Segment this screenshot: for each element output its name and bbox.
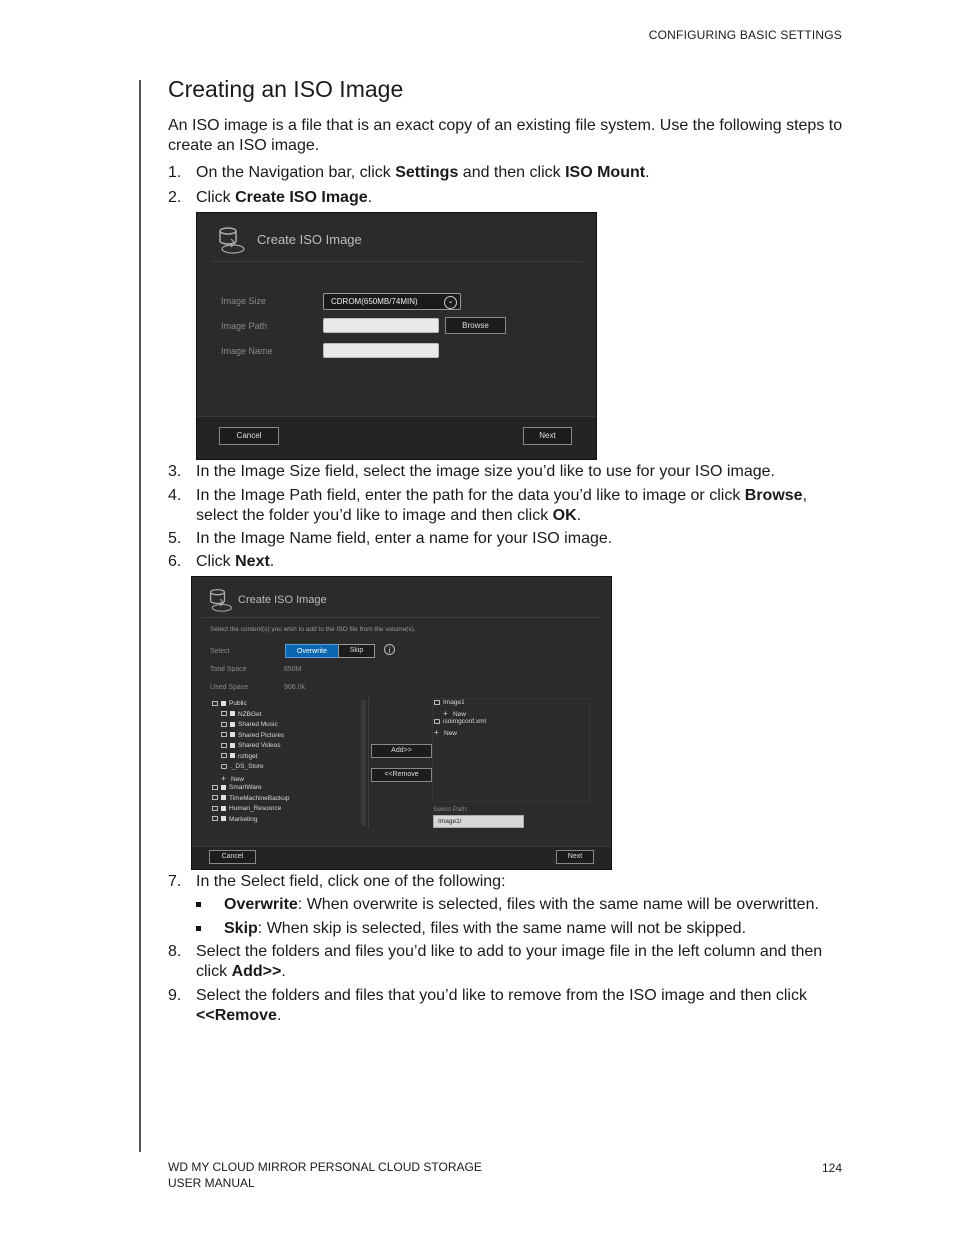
step-8: 8. Select the folders and files you’d like to add to your image file in the left column and then click Add>>.	[168, 943, 823, 980]
iso-disc-icon	[208, 587, 234, 613]
folder-icon	[212, 795, 218, 800]
tree-item[interactable]	[221, 721, 278, 728]
checkbox[interactable]	[221, 806, 226, 811]
checkbox[interactable]	[230, 732, 235, 737]
folder-icon	[221, 732, 227, 737]
tree-item[interactable]	[212, 784, 262, 791]
folder-icon	[221, 753, 227, 758]
tree-item[interactable]	[212, 795, 289, 802]
step-7: 7. In the Select field, click one of the following:	[168, 873, 506, 890]
cancel-button[interactable]: Cancel	[219, 427, 279, 445]
info-icon[interactable]: i	[384, 644, 395, 655]
skip-button[interactable]: Skip	[338, 644, 375, 658]
page-number: 124	[821, 1161, 842, 1175]
folder-icon	[221, 743, 227, 748]
next-button[interactable]: Next	[556, 850, 594, 864]
file-icon	[221, 764, 227, 769]
remove-button[interactable]: <<Remove	[371, 768, 432, 782]
tree-item[interactable]	[212, 700, 247, 707]
image-path-label: Image Path	[221, 321, 268, 331]
folder-icon	[212, 701, 218, 706]
page-footer: WD MY CLOUD MIRROR PERSONAL CLOUD STORAGE USER MANUAL	[168, 1160, 482, 1190]
checkbox[interactable]	[230, 753, 235, 758]
total-space-value: 650M	[284, 666, 302, 673]
step-1: 1. On the Navigation bar, click Settings and then click ISO Mount.	[168, 164, 650, 181]
tree-item-label: New	[453, 710, 467, 718]
tree-item-label: ._DS_Store	[230, 763, 264, 770]
tree-item[interactable]	[434, 718, 486, 725]
file-icon	[434, 719, 440, 724]
tree-item-label: Image1	[443, 699, 465, 706]
checkbox[interactable]	[221, 795, 226, 800]
tree-item-label: Shared Videos	[238, 742, 281, 749]
tree-item[interactable]	[221, 763, 264, 770]
dialog-footer	[192, 846, 611, 869]
tree-item[interactable]	[221, 732, 284, 739]
intro-paragraph: An ISO image is a file that is an exact copy of an existing file system. Use the following steps to create an ISO image.	[168, 117, 843, 154]
step-2: 2. Click Create ISO Image.	[168, 189, 373, 206]
page-title: Creating an ISO Image	[168, 76, 404, 102]
dialog-title: Create ISO Image	[257, 232, 362, 247]
folder-icon	[221, 711, 227, 716]
step-4: 4. In the Image Path field, enter the path for the data you’d like to image or click Browse, select the folder you’d like to image and then click OK.	[168, 487, 808, 524]
folder-icon	[221, 722, 227, 727]
checkbox[interactable]	[230, 743, 235, 748]
checkbox[interactable]	[230, 711, 235, 716]
plus-icon: +	[434, 727, 439, 737]
tree-item-label: TimeMachineBackup	[229, 794, 290, 802]
plus-icon: +	[443, 708, 448, 718]
tree-item[interactable]	[212, 816, 258, 823]
tree-item-label: NZBGet	[238, 710, 262, 718]
tree-item[interactable]	[221, 711, 261, 718]
image-path-input[interactable]	[323, 318, 439, 333]
tree-item[interactable]	[221, 742, 281, 749]
create-iso-select-dialog-screenshot	[191, 576, 612, 870]
step-5: 5. In the Image Name field, enter a name for your ISO image.	[168, 530, 613, 547]
tree-item-label: isoimgconf.xml	[443, 718, 486, 725]
folder-icon	[212, 785, 218, 790]
select-path-label: Select Path:	[433, 806, 469, 813]
tree-scrollbar[interactable]	[361, 700, 366, 826]
checkbox[interactable]	[230, 722, 235, 727]
tree-item[interactable]	[434, 728, 457, 737]
checkbox[interactable]	[221, 701, 226, 706]
image-size-label: Image Size	[221, 296, 267, 306]
dialog-footer	[197, 416, 596, 459]
tree-item[interactable]	[221, 753, 258, 760]
used-space-label: Used Space	[210, 684, 249, 691]
tree-item-label: Human_Resource	[229, 805, 282, 812]
tree-item-label: Shared Music	[238, 721, 278, 728]
image-name-input[interactable]	[323, 343, 439, 358]
bullet-skip: Skip: When skip is selected, files with the same name will not be skipped.	[196, 919, 856, 939]
next-button[interactable]: Next	[523, 427, 572, 445]
instruction-text: Select the content(s) you wish to add to the ISO file from the volume(s).	[210, 626, 416, 633]
iso-disc-icon	[217, 225, 247, 255]
overwrite-button[interactable]: Overwrite	[285, 644, 339, 658]
plus-icon: +	[221, 773, 226, 783]
select-path-input[interactable]: Image1/	[433, 815, 524, 828]
tree-item-label: SmartWare	[229, 784, 262, 791]
folder-icon	[434, 700, 440, 705]
used-space-value: 906.0k	[284, 684, 306, 691]
cancel-button[interactable]: Cancel	[209, 850, 256, 864]
folder-icon	[212, 806, 218, 811]
step-6: 6. Click Next.	[168, 553, 275, 570]
add-button[interactable]: Add>>	[371, 744, 432, 758]
image-size-select[interactable]: CDROM(650MB/74MIN) ⌄	[323, 293, 461, 310]
folder-icon	[212, 816, 218, 821]
tree-item[interactable]	[443, 709, 466, 718]
chevron-down-icon: ⌄	[444, 296, 457, 309]
step-3: 3. In the Image Size field, select the image size you’d like to use for your ISO image.	[168, 463, 775, 480]
margin-rule	[139, 80, 141, 1152]
bullet-overwrite: Overwrite: When overwrite is selected, files with the same name will be overwritten.	[196, 895, 856, 915]
tree-item-label: New	[231, 775, 245, 783]
tree-item-label: Shared Pictures	[238, 731, 285, 739]
checkbox[interactable]	[221, 785, 226, 790]
tree-item-label: Marketing	[229, 815, 258, 823]
tree-item-label: New	[444, 729, 458, 737]
total-space-label: Total Space	[210, 666, 247, 673]
tree-item[interactable]	[221, 774, 244, 783]
select-label: Select	[210, 648, 230, 655]
create-iso-dialog-screenshot	[196, 212, 597, 460]
tree-item[interactable]	[212, 805, 281, 812]
tree-item[interactable]	[434, 699, 465, 706]
dialog-title: Create ISO Image	[238, 594, 327, 606]
browse-button[interactable]: Browse	[445, 317, 506, 334]
step-9: 9. Select the folders and files that you’d like to remove from the ISO image and then click <<Remove.	[168, 987, 807, 1024]
tree-item-label: Public	[229, 700, 247, 707]
tree-item-label: nzbget	[238, 752, 258, 760]
running-header: CONFIGURING BASIC SETTINGS	[648, 28, 842, 42]
checkbox[interactable]	[221, 816, 226, 821]
image-name-label: Image Name	[221, 346, 273, 356]
